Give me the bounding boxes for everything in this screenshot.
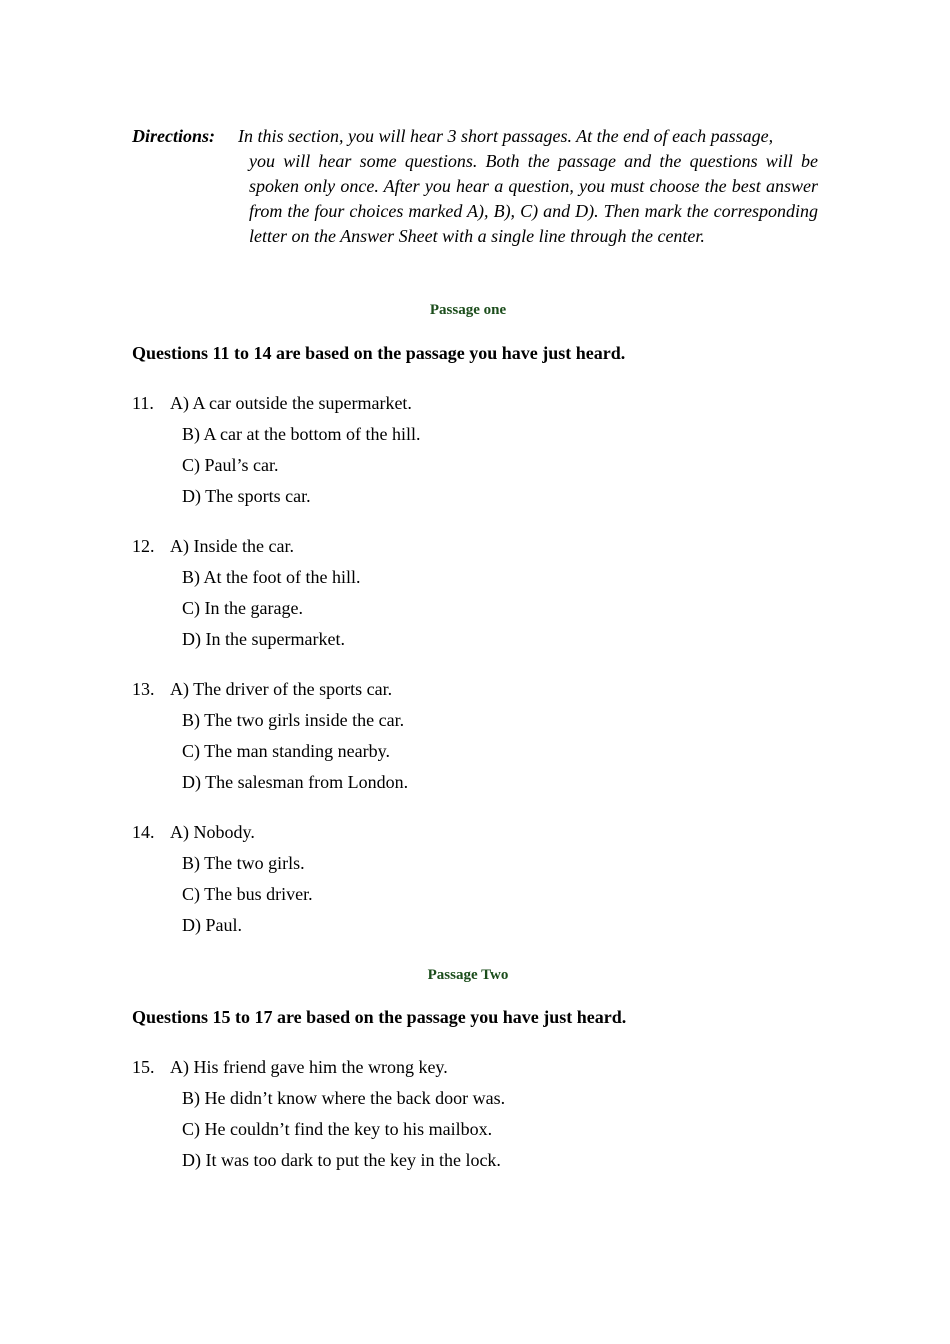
passage-title: Passage Two xyxy=(427,967,509,983)
section-heading: Questions 11 to 14 are based on the passage you have just heard. xyxy=(132,343,626,363)
question-15 xyxy=(132,1056,832,1180)
question-11 xyxy=(132,392,832,516)
answer-option: C) In the garage. xyxy=(182,598,303,618)
answer-option: C) He couldn’t find the key to his mailbox. xyxy=(182,1119,493,1139)
question-line xyxy=(132,1056,832,1087)
directions-block xyxy=(132,124,818,249)
answer-option: D) The salesman from London. xyxy=(182,772,409,792)
question-line xyxy=(132,821,832,852)
answer-option: B) The two girls inside the car. xyxy=(182,710,405,730)
answer-option: A) A car outside the supermarket. xyxy=(170,393,412,413)
question-number: 14. xyxy=(132,822,155,842)
question-14 xyxy=(132,821,832,945)
question-number: 15. xyxy=(132,1057,155,1077)
passage-title: Passage one xyxy=(429,302,507,318)
question-number: 13. xyxy=(132,679,155,699)
question-number: 11. xyxy=(132,393,154,413)
answer-option: D) Paul. xyxy=(182,915,242,935)
answer-option: D) In the supermarket. xyxy=(182,629,345,649)
question-line xyxy=(132,535,832,566)
section-heading: Questions 15 to 17 are based on the passage you have just heard. xyxy=(132,1007,627,1027)
answer-option: A) Nobody. xyxy=(170,822,255,842)
directions-label: Directions: xyxy=(132,126,215,146)
question-13 xyxy=(132,678,832,802)
answer-option: A) The driver of the sports car. xyxy=(170,679,393,699)
question-number: 12. xyxy=(132,536,155,556)
question-line xyxy=(132,392,832,423)
directions-first-line: In this section, you will hear 3 short passages. At the end of each passage, xyxy=(238,126,774,146)
answer-option: C) The man standing nearby. xyxy=(182,741,390,761)
answer-option: C) Paul’s car. xyxy=(182,455,279,475)
answer-option: D) The sports car. xyxy=(182,486,311,506)
directions-rest: you will hear some questions. Both the passage and the questions will be spoken only once. After you hear a question, you must choose the best answer from the four choices marked A), B), C) and D). Then mark the corresponding letter on the Answer Sheet with a single line through the center. xyxy=(249,151,818,246)
answer-option: A) His friend gave him the wrong key. xyxy=(170,1057,448,1077)
answer-option: C) The bus driver. xyxy=(182,884,313,904)
question-line xyxy=(132,678,832,709)
answer-option: B) The two girls. xyxy=(182,853,305,873)
answer-option: B) He didn’t know where the back door was. xyxy=(182,1088,506,1108)
question-12 xyxy=(132,535,832,659)
directions-text xyxy=(238,124,818,249)
answer-option: B) At the foot of the hill. xyxy=(182,567,361,587)
answer-option: B) A car at the bottom of the hill. xyxy=(182,424,421,444)
answer-option: D) It was too dark to put the key in the lock. xyxy=(182,1150,501,1170)
answer-option: A) Inside the car. xyxy=(170,536,294,556)
